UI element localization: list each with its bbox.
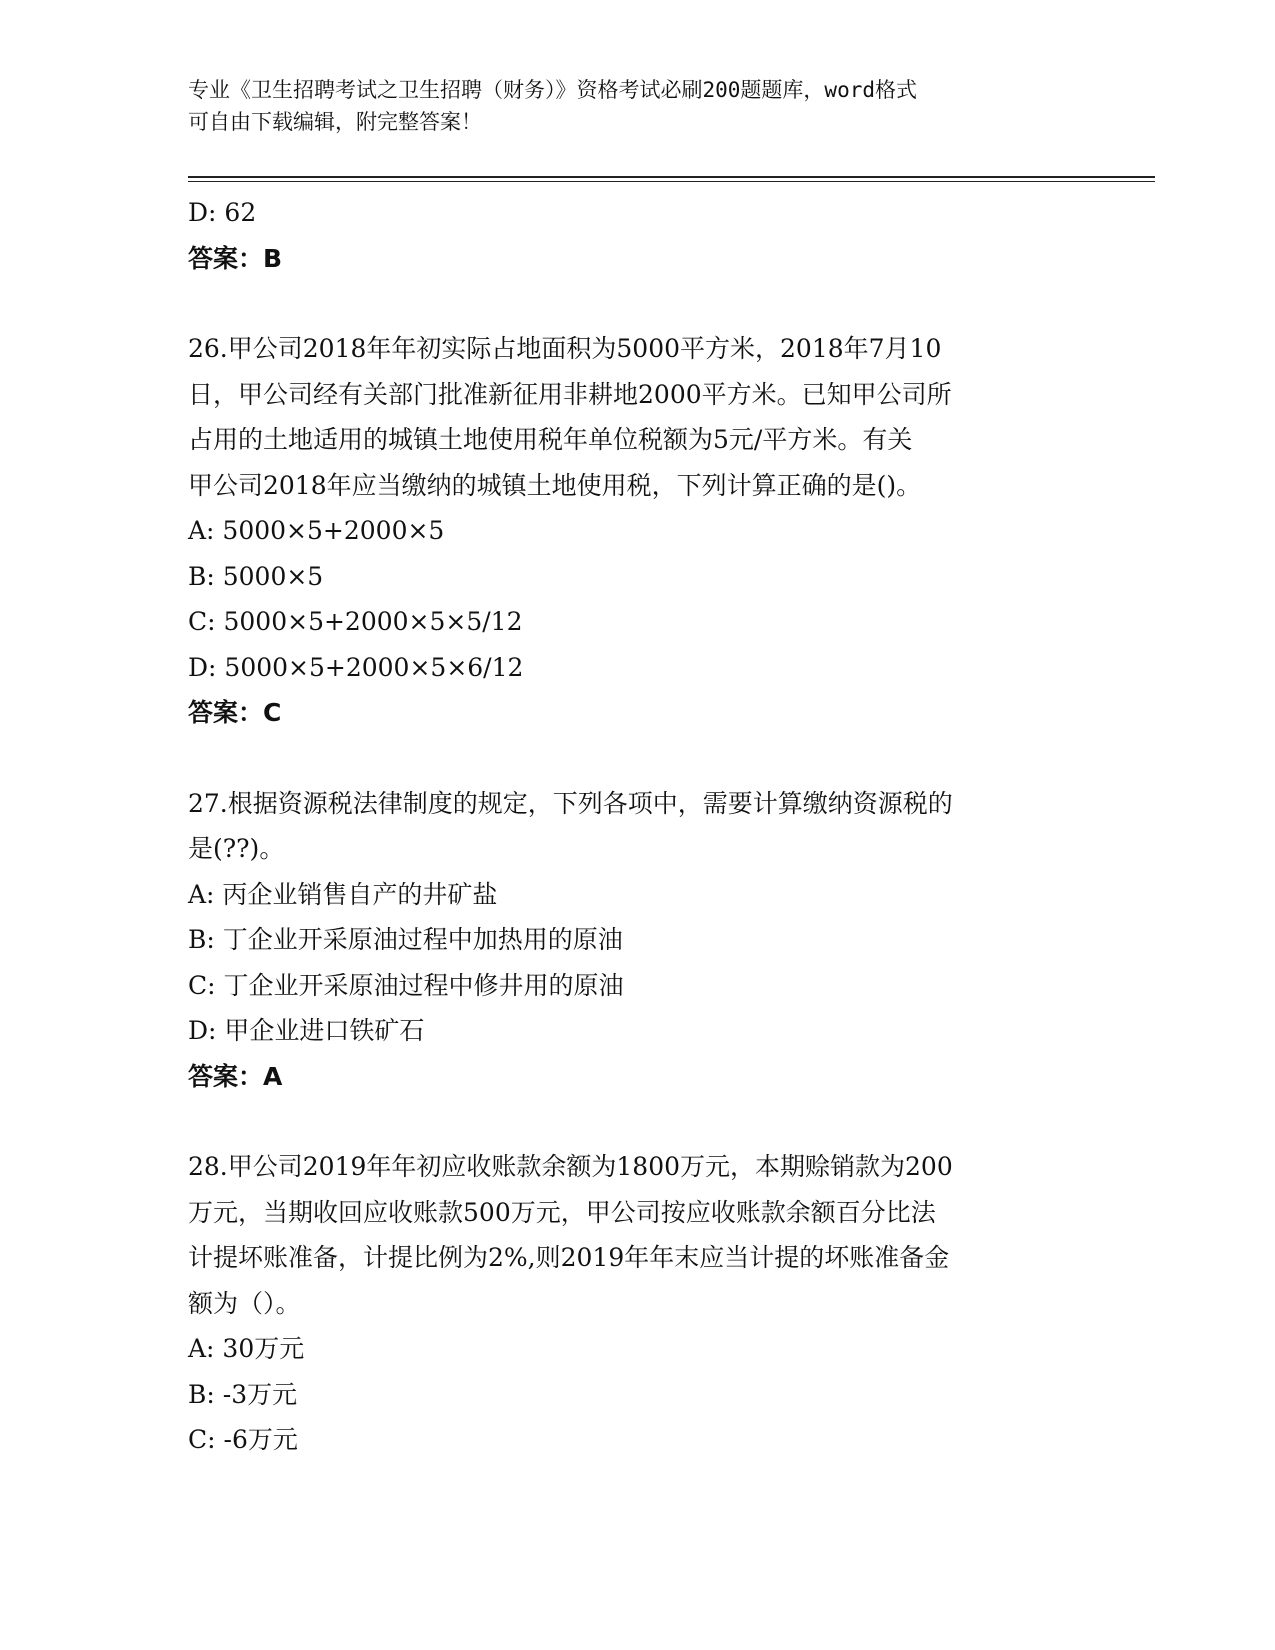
page-header [188,74,1068,138]
question-27 [188,781,1088,1100]
answer-label: 答案：B [188,243,283,273]
question-text-line: 占用的土地适用的城镇土地使用税年单位税额为5元/平方米。有关 [188,425,913,454]
option-c: C: 丁企业开采原油过程中修井用的原油 [188,970,624,1000]
spacer [188,1099,1088,1144]
option-d: D: 5000×5+2000×5×6/12 [188,652,524,682]
spacer [188,281,1088,326]
answer-label: 答案：A [188,1061,283,1091]
option-b: B: 5000×5 [188,561,324,591]
question-text-line: 26.甲公司2018年年初实际占地面积为5000平方米，2018年7月10 [188,334,942,363]
header-rule-thick [188,176,1155,178]
question-text-line: 额为（）。 [188,1288,301,1318]
option-c: C: 5000×5+2000×5×5/12 [188,607,523,636]
question-text-line: 28.甲公司2019年年初应收账款余额为1800万元，本期赊销款为200 [188,1152,953,1181]
header-line: 专业《卫生招聘考试之卫生招聘（财务）》资格考试必刷200题题库，word格式 [188,78,917,102]
question-content [188,190,1088,1463]
header-line: 可自由下载编辑，附完整答案！ [188,110,482,134]
header-rule-thin [188,181,1155,182]
option-a: A: 30万元 [188,1334,305,1363]
question-text-line: 计提坏账准备，计提比例为2%,则2019年年末应当计提的坏账准备金 [188,1243,950,1272]
question-text-line: 27.根据资源税法律制度的规定，下列各项中，需要计算缴纳资源税的 [188,788,953,818]
question-26 [188,326,1088,736]
question-text-line: 万元，当期收回应收账款500万元，甲公司按应收账款余额百分比法 [188,1197,936,1227]
option-b: B: 丁企业开采原油过程中加热用的原油 [188,925,623,954]
option-a: A: 5000×5+2000×5 [188,516,445,545]
question-28 [188,1144,1088,1463]
spacer [188,736,1088,781]
previous-question-tail [188,190,1088,281]
option-d: D: 62 [188,198,257,227]
option-c: C: -6万元 [188,1425,298,1454]
question-text-line: 甲公司2018年应当缴纳的城镇土地使用税，下列计算正确的是()。 [188,470,922,500]
option-d: D: 甲企业进口铁矿石 [188,1016,425,1045]
answer-label: 答案：C [188,698,282,727]
option-a: A: 丙企业销售自产的井矿盐 [188,879,498,909]
option-b: B: -3万元 [188,1379,298,1409]
question-text-line: 是(??)。 [188,834,285,863]
question-text-line: 日，甲公司经有关部门批准新征用非耕地2000平方米。已知甲公司所 [188,379,952,409]
